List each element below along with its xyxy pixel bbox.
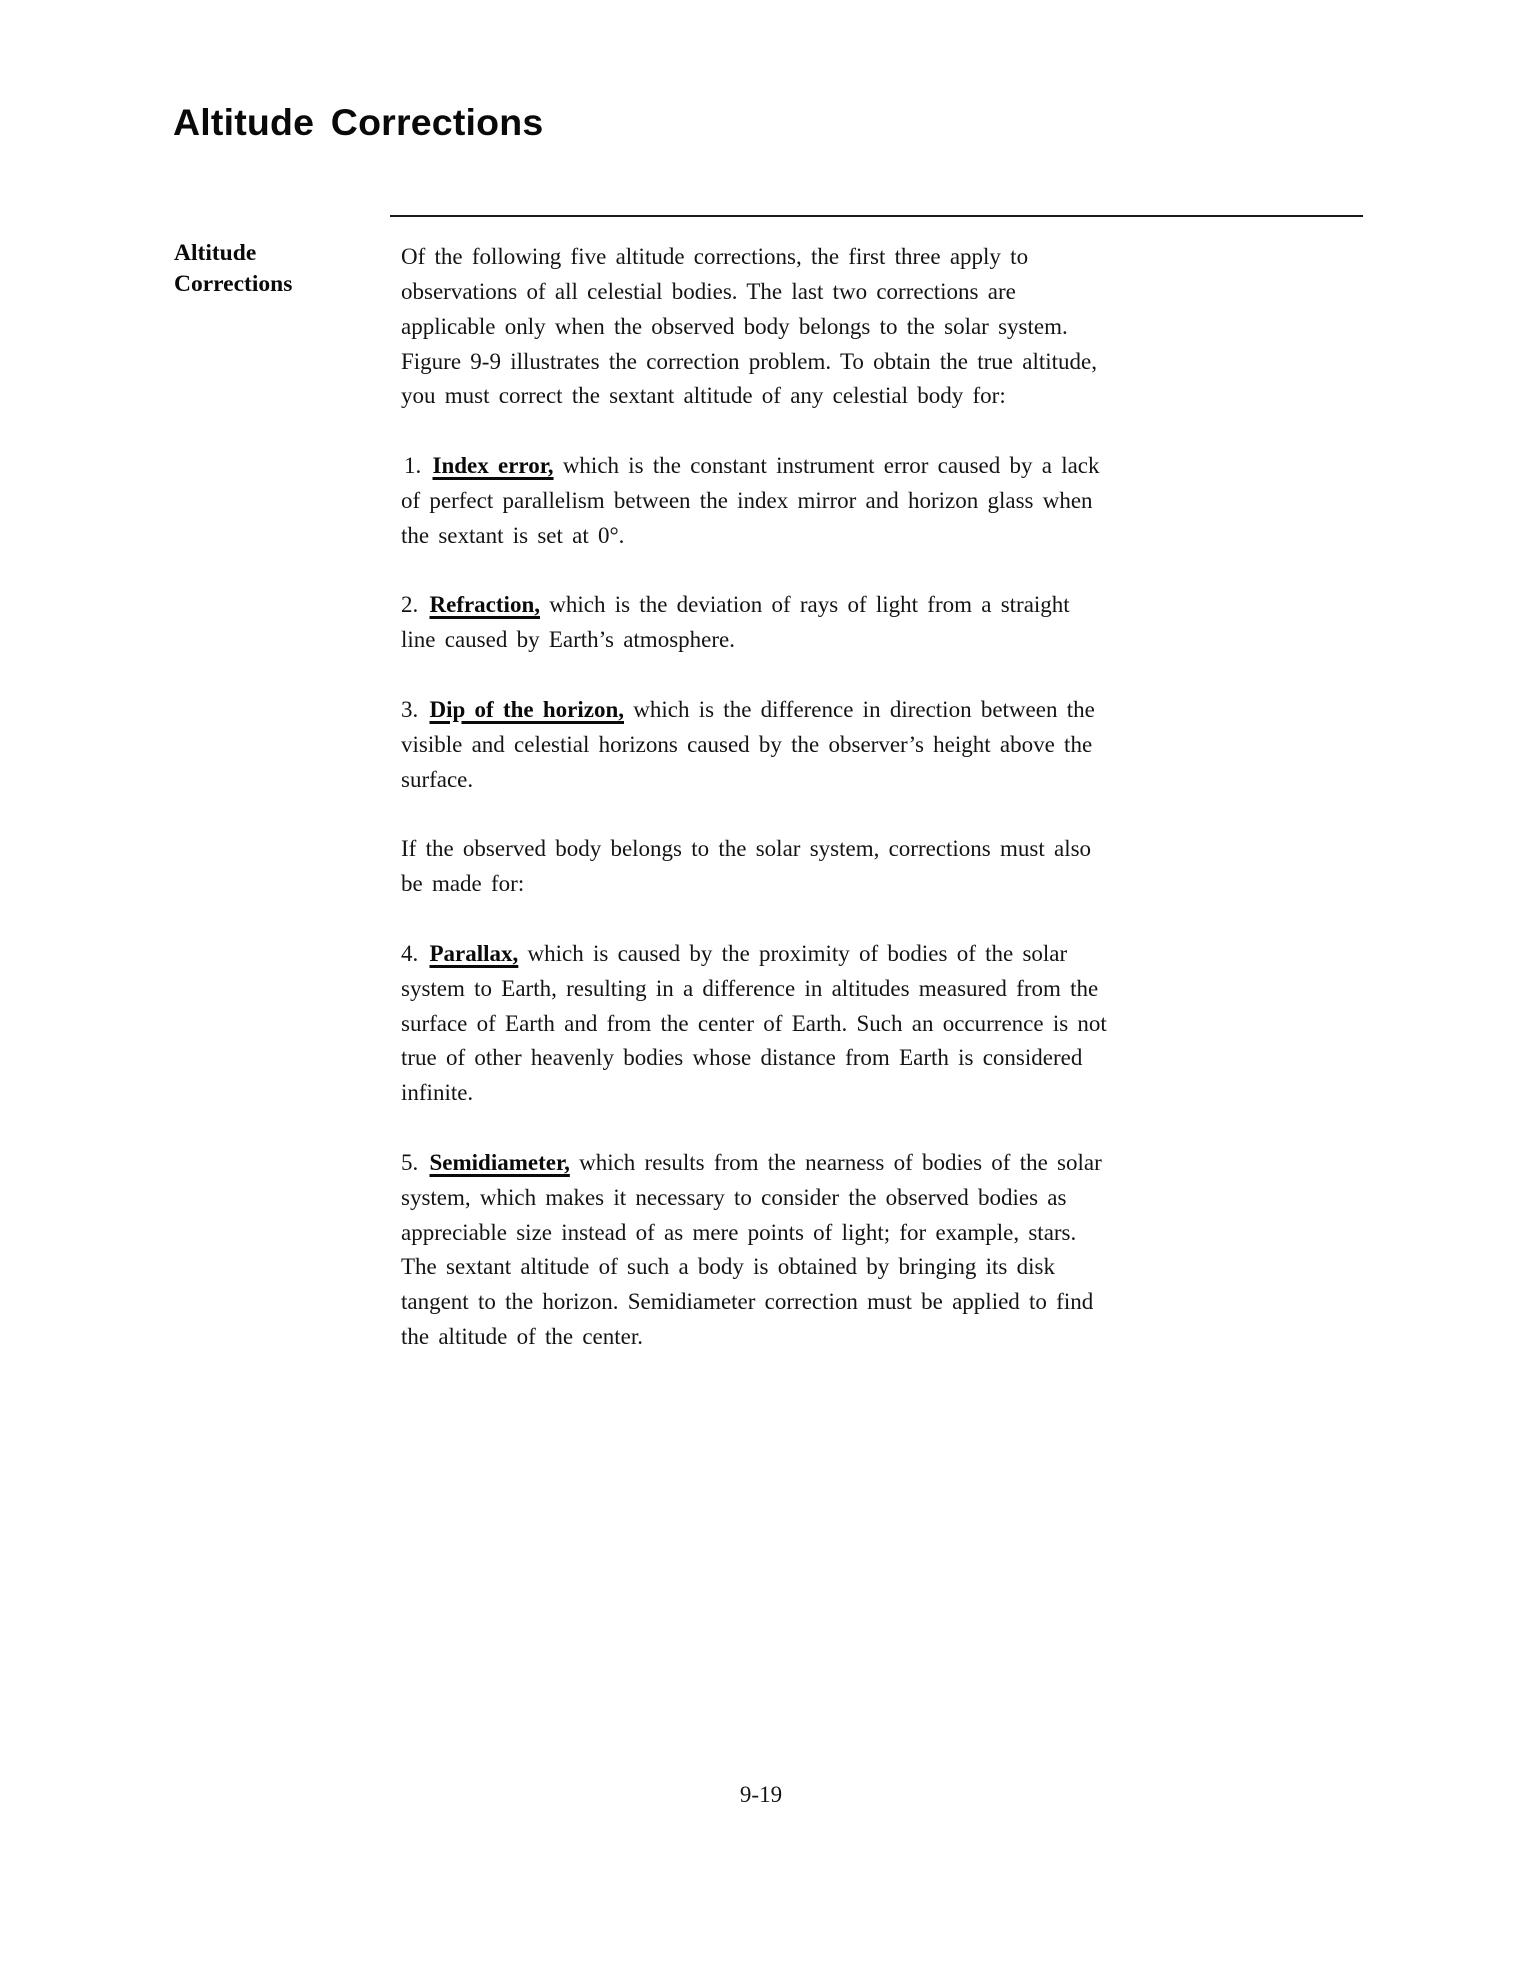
item-text: which is the constant instrument error caused by a lack	[562, 453, 1100, 479]
item-term: Semidiameter,	[429, 1149, 570, 1175]
text-line: tangent to the horizon. Semidiameter correction must be applied to find	[401, 1289, 1094, 1315]
text-line: infinite.	[401, 1080, 474, 1106]
text-line: Of the following five altitude corrections, the first three apply to	[401, 244, 1029, 269]
text-line: line caused by Earth’s atmosphere.	[401, 627, 735, 653]
item-text: which is the deviation of rays of light from a straight	[549, 592, 1070, 618]
text-line: you must correct the sextant altitude of any celestial body for:	[401, 383, 1006, 409]
correction-item-semidiameter	[401, 1146, 1361, 1355]
item-number: 3.	[401, 696, 419, 722]
side-heading-line-2: Corrections	[174, 271, 293, 297]
body-text	[401, 240, 1361, 1390]
side-heading	[174, 238, 292, 300]
text-line: applicable only when the observed body belongs to the solar system.	[401, 313, 1068, 339]
correction-item-index-error	[401, 449, 1361, 554]
text-line: The sextant altitude of such a body is obtained by bringing its disk	[401, 1254, 1055, 1280]
text-line: of perfect parallelism between the index mirror and horizon glass when	[401, 487, 1093, 513]
text-line: Figure 9-9 illustrates the correction problem. To obtain the true altitude,	[401, 348, 1097, 374]
text-line: appreciable size instead of as mere points of light; for example, stars.	[401, 1219, 1077, 1245]
item-number: 4.	[401, 940, 419, 966]
solar-system-note	[401, 832, 1361, 902]
item-first-line	[401, 937, 1361, 972]
text-line: the sextant is set at 0°.	[401, 522, 625, 548]
item-term: Parallax,	[429, 940, 519, 966]
item-first-line	[401, 1146, 1361, 1181]
page-number: 9-19	[739, 1782, 783, 1807]
side-heading-line-1: Altitude	[174, 240, 257, 266]
item-text: which results from the nearness of bodies of the solar	[579, 1149, 1102, 1175]
item-text: which is the difference in direction between the	[633, 696, 1095, 722]
correction-item-refraction	[401, 588, 1361, 658]
section-divider	[390, 215, 1363, 217]
item-term: Index error,	[432, 453, 554, 479]
item-first-line	[401, 693, 1361, 728]
text-line: surface.	[401, 766, 474, 792]
text-line: observations of all celestial bodies. The last two corrections are	[401, 278, 1016, 304]
intro-paragraph	[401, 240, 1361, 414]
item-number: 5.	[401, 1149, 419, 1175]
item-text: which is caused by the proximity of bodies of the solar	[527, 940, 1068, 966]
text-line: If the observed body belongs to the solar system, corrections must also	[401, 836, 1092, 862]
item-number: 1.	[404, 453, 422, 479]
item-number: 2.	[401, 592, 419, 618]
item-term: Refraction,	[429, 592, 540, 618]
text-line: system, which makes it necessary to consider the observed bodies as	[401, 1184, 1067, 1210]
item-first-line	[401, 588, 1361, 623]
page-title: Altitude Corrections	[173, 101, 544, 143]
correction-item-dip-of-horizon	[401, 693, 1361, 798]
text-line: visible and celestial horizons caused by the observer’s height above the	[401, 731, 1093, 757]
text-line: be made for:	[401, 871, 525, 897]
text-line: surface of Earth and from the center of Earth. Such an occurrence is not	[401, 1010, 1107, 1036]
text-line: the altitude of the center.	[401, 1324, 643, 1350]
correction-item-parallax	[401, 937, 1361, 1111]
text-line: true of other heavenly bodies whose distance from Earth is considered	[401, 1045, 1083, 1071]
item-first-line	[401, 449, 1361, 484]
item-term: Dip of the horizon,	[429, 696, 624, 722]
text-line: system to Earth, resulting in a difference in altitudes measured from the	[401, 975, 1099, 1001]
